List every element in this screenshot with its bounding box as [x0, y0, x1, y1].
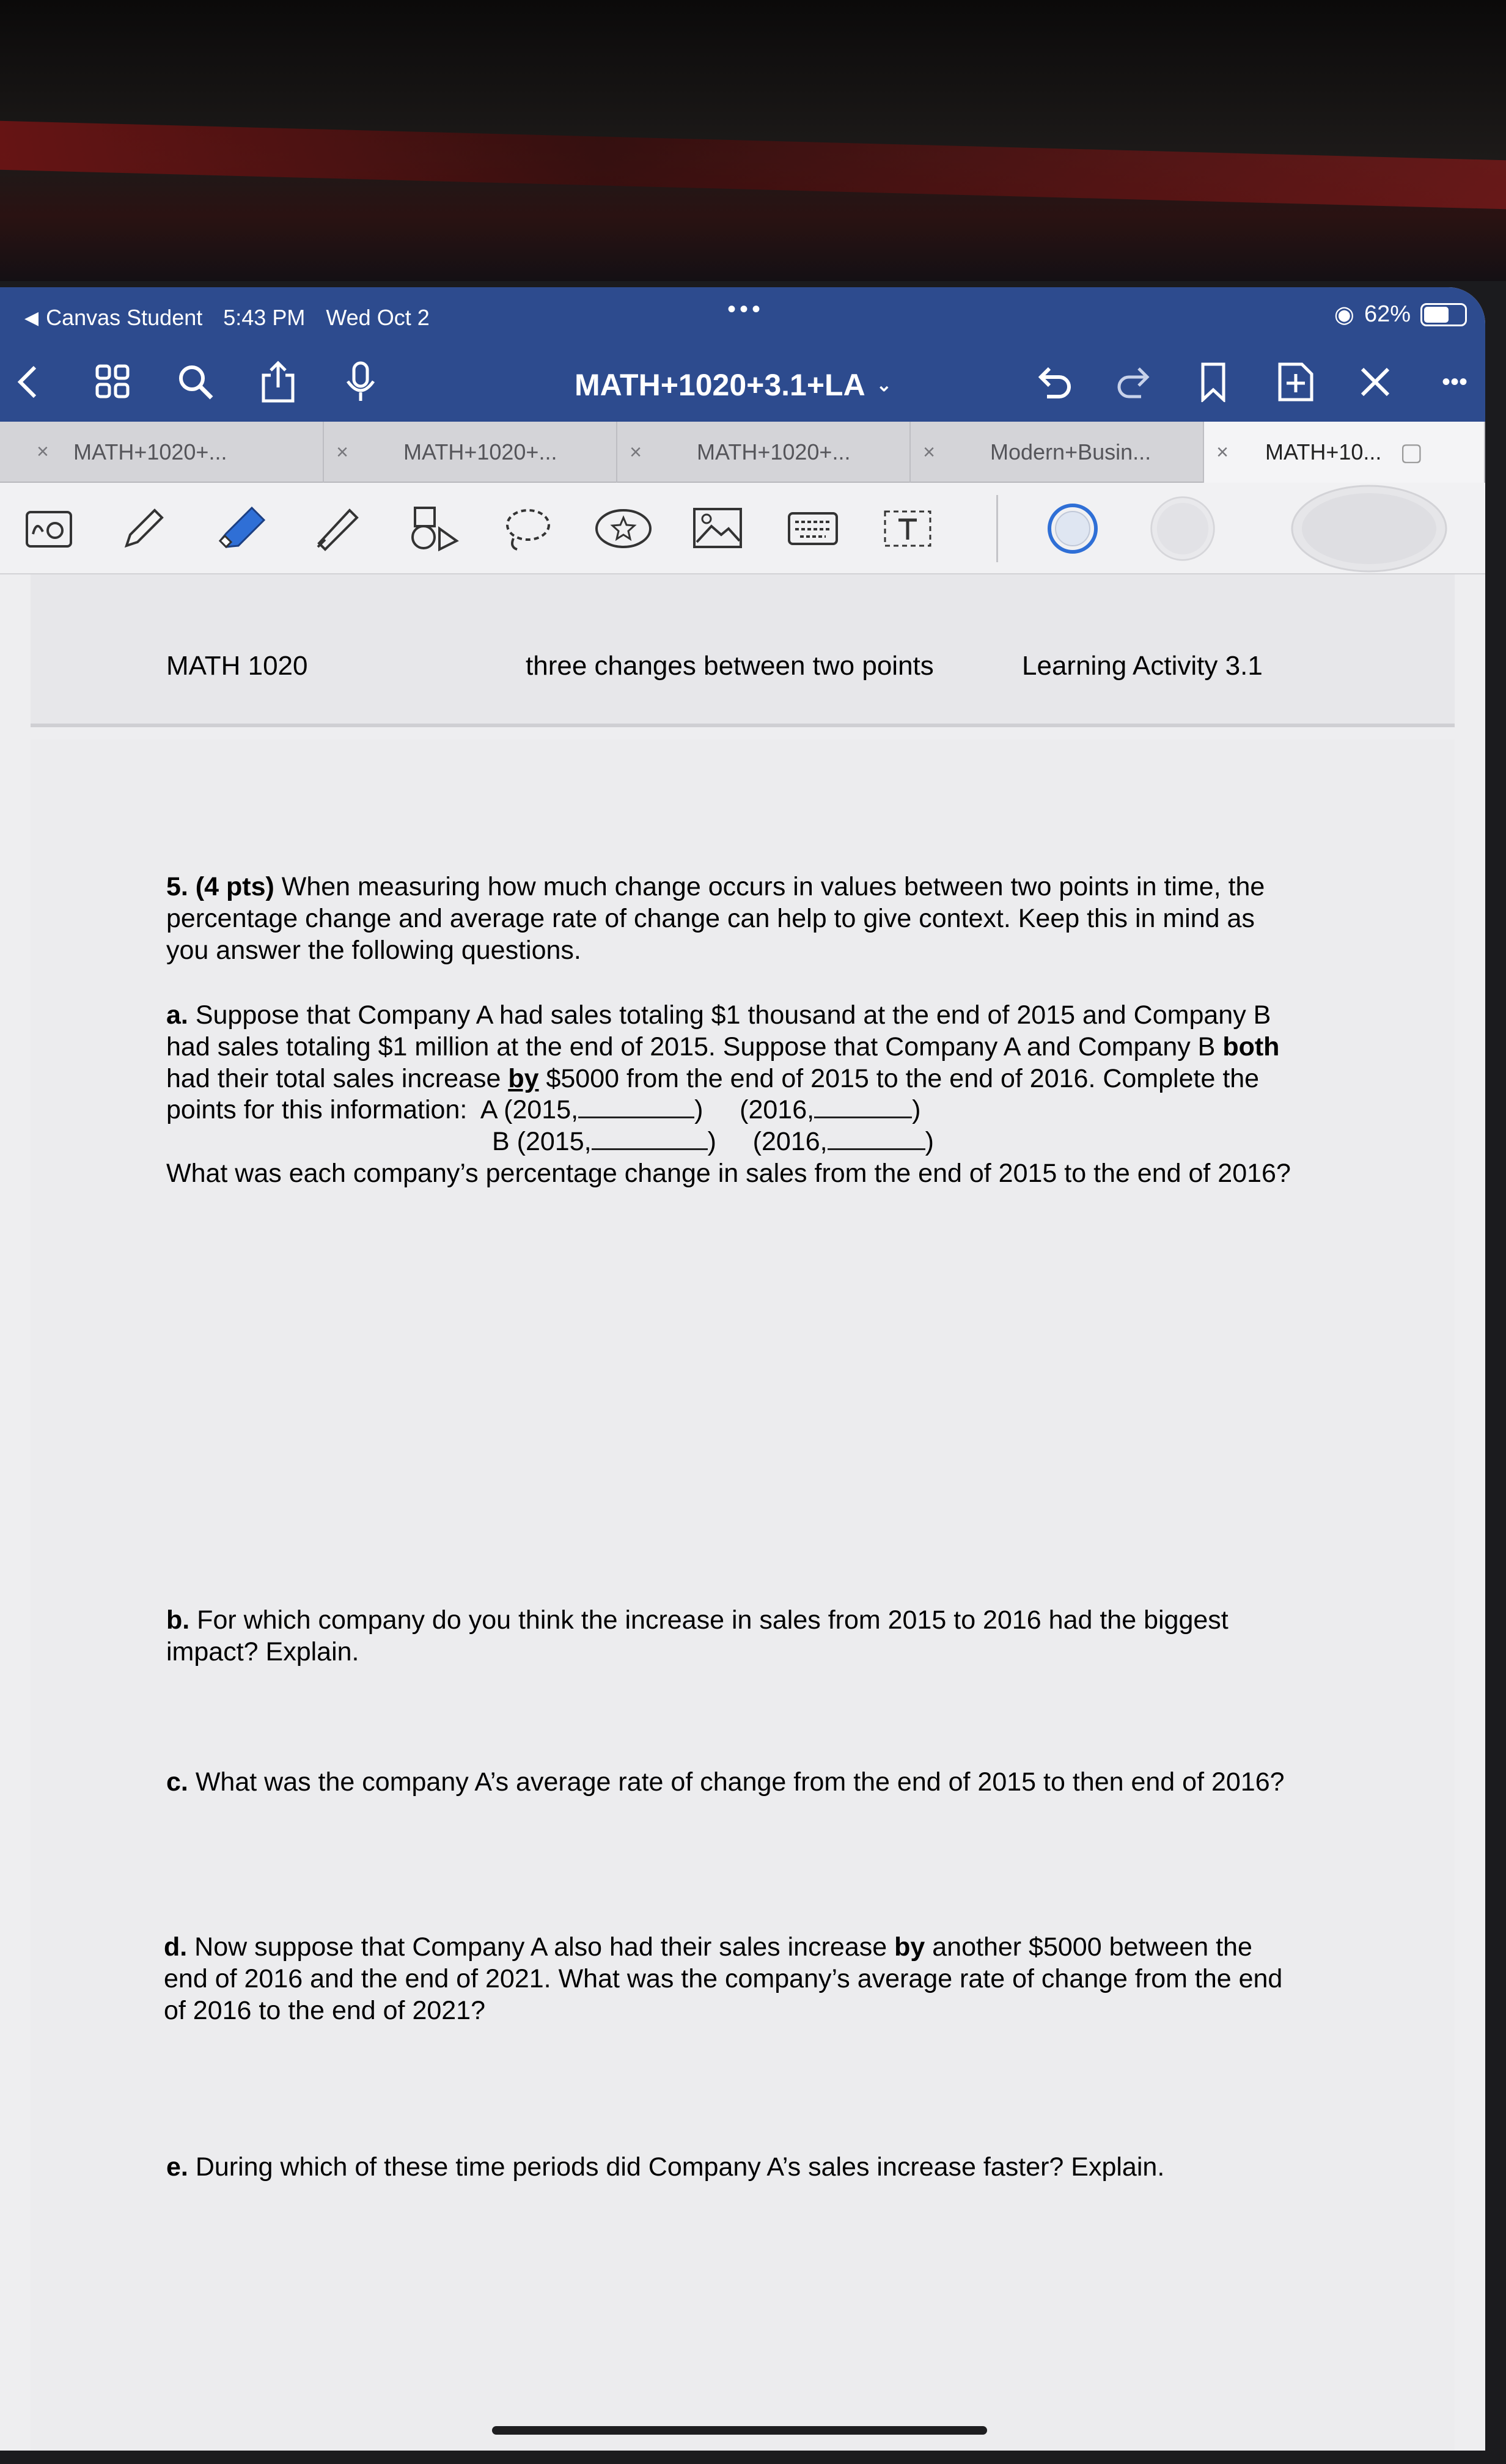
- status-bar: [24, 293, 430, 342]
- document-page: [31, 739, 1455, 2451]
- page-header: [166, 651, 1297, 688]
- point-close: ): [912, 1095, 921, 1124]
- tab-close-icon[interactable]: ×: [630, 440, 642, 464]
- tab-doc-5-active[interactable]: [1204, 422, 1485, 483]
- redo-icon[interactable]: [1106, 348, 1161, 416]
- wifi-icon: ◉: [1334, 302, 1354, 328]
- more-options-icon[interactable]: •••: [1441, 369, 1467, 395]
- zoom-lasso-icon[interactable]: [15, 498, 83, 559]
- lasso-tool-icon[interactable]: [495, 498, 562, 559]
- header-topic: three changes between two points: [526, 651, 934, 681]
- keyboard-tool-icon[interactable]: [779, 498, 847, 559]
- tab-close-icon[interactable]: ×: [336, 440, 348, 464]
- back-to-app-icon[interactable]: ◀: [24, 307, 39, 328]
- share-icon[interactable]: [251, 348, 306, 416]
- question-label: a.: [166, 1000, 188, 1030]
- top-bar: [0, 287, 1485, 422]
- question-text: During which of these time periods did Company A’s sales increase faster? Explain.: [195, 2152, 1165, 2182]
- question-5-intro: [166, 871, 1303, 966]
- answer-blank[interactable]: [578, 1095, 694, 1118]
- point-close: ): [707, 1127, 716, 1156]
- tab-label: MATH+1020+...: [697, 439, 851, 464]
- question-label: 5. (4 pts): [166, 872, 274, 901]
- back-app-label[interactable]: Canvas Student: [46, 305, 203, 330]
- pen-tool-icon[interactable]: [110, 498, 177, 559]
- points-intro: points for this information:: [166, 1095, 468, 1124]
- header-activity: Learning Activity 3.1: [1022, 651, 1263, 681]
- point-label: B (2015,: [492, 1127, 592, 1156]
- header-course: MATH 1020: [166, 651, 308, 681]
- tool-divider: [996, 495, 998, 562]
- answer-blank[interactable]: [814, 1095, 912, 1118]
- question-text: Suppose that Company A had sales totaling $1 thousand at the end of 2015 and Company B had sales totaling $1 million at the end of 2015. Suppose that Company A and Company B: [166, 1000, 1271, 1062]
- point-label: (2016,: [752, 1127, 828, 1156]
- close-icon[interactable]: [1348, 348, 1403, 416]
- annotation-tools: [0, 483, 1485, 574]
- tab-label: MATH+10...: [1265, 439, 1382, 464]
- status-time: 5:43 PM: [223, 305, 306, 330]
- image-tool-icon[interactable]: [685, 498, 752, 559]
- document-title[interactable]: [575, 361, 892, 409]
- battery-percent: 62%: [1364, 301, 1411, 327]
- question-a-prompt: What was each company’s percentage change in sales from the end of 2015 to the end of 2016?: [166, 1159, 1291, 1188]
- point-close: ): [925, 1127, 934, 1156]
- answer-blank[interactable]: [592, 1127, 708, 1150]
- text-tool-icon[interactable]: [874, 498, 941, 559]
- highlighter-tool-icon[interactable]: [208, 498, 275, 559]
- stroke-width-swatch[interactable]: [1277, 498, 1461, 559]
- emphasis-text: by: [894, 1932, 925, 1962]
- question-c: [166, 1766, 1303, 1798]
- question-a-points-row-b: [492, 1126, 1485, 1157]
- battery-fill: [1424, 307, 1449, 323]
- chevron-down-icon: ⌄: [876, 375, 892, 395]
- point-label: A (2015,: [480, 1095, 579, 1124]
- question-text: had their total sales increase: [166, 1064, 501, 1093]
- question-text: Now suppose that Company A also had their sales increase: [194, 1932, 887, 1962]
- tab-doc-2[interactable]: [324, 422, 617, 483]
- app-screen: [0, 287, 1485, 2451]
- multitasking-dots-icon[interactable]: •••: [727, 296, 765, 323]
- question-text: What was the company A’s average rate of change from the end of 2015 to then end of 2016?: [195, 1767, 1285, 1797]
- question-b: [166, 1604, 1303, 1668]
- color-swatch[interactable]: [1149, 498, 1216, 559]
- question-label: e.: [166, 2152, 188, 2182]
- tab-close-icon[interactable]: ×: [37, 440, 49, 463]
- document-title-label: MATH+1020+3.1+LA: [575, 368, 865, 402]
- question-d: [164, 1931, 1301, 2026]
- search-icon[interactable]: [168, 348, 223, 416]
- document-toolbar: [0, 348, 1485, 422]
- question-label: b.: [166, 1605, 190, 1635]
- bookmark-icon[interactable]: [1186, 348, 1241, 416]
- status-right: [1334, 301, 1467, 328]
- tab-doc-3[interactable]: [617, 422, 911, 483]
- answer-blank[interactable]: [828, 1127, 925, 1150]
- tab-doc-1[interactable]: [37, 422, 324, 483]
- question-text: When measuring how much change occurs in values between two points in time, the percentage change and average rate of change can help to give context. Keep this in mind as you answer the following questions.: [166, 872, 1265, 965]
- undo-icon[interactable]: [1027, 348, 1082, 416]
- eraser-tool-icon[interactable]: [306, 498, 373, 559]
- tab-overview-icon[interactable]: ▢: [1400, 439, 1423, 466]
- question-a: [166, 999, 1303, 1094]
- color-swatch-selected[interactable]: [1039, 498, 1106, 559]
- tab-label: Modern+Busin...: [990, 439, 1152, 464]
- question-text: $5000 from the end of 2015 to the end of 2016. Complete the: [546, 1064, 1260, 1093]
- tab-label: MATH+1020+...: [403, 439, 557, 464]
- question-e: [166, 2151, 1303, 2183]
- question-a-points-row-a: [166, 1094, 1303, 1126]
- emphasis-text: both: [1222, 1032, 1280, 1062]
- point-label: (2016,: [740, 1095, 815, 1124]
- grid-view-icon[interactable]: [86, 348, 141, 416]
- tab-close-icon[interactable]: ×: [923, 440, 935, 464]
- microphone-icon[interactable]: [333, 348, 388, 416]
- stickers-tool-icon[interactable]: [590, 498, 657, 559]
- battery-icon: [1420, 303, 1467, 326]
- home-indicator[interactable]: [492, 2426, 987, 2435]
- back-chevron-icon[interactable]: [0, 348, 55, 416]
- question-label: d.: [164, 1932, 188, 1962]
- status-date: Wed Oct 2: [326, 305, 430, 330]
- emphasis-text: by: [508, 1064, 539, 1093]
- tab-label: MATH+1020+...: [73, 439, 227, 464]
- tab-close-icon[interactable]: ×: [1216, 440, 1229, 464]
- point-close: ): [694, 1095, 703, 1124]
- shapes-tool-icon[interactable]: [400, 498, 468, 559]
- question-text: For which company do you think the increase in sales from 2015 to 2016 had the biggest impact? Explain.: [166, 1605, 1229, 1667]
- question-text: another $5000 between the end of 2016 and the end of 2021. What was the company’s average rate of change from the end of 2016 to the end of 2021?: [164, 1932, 1283, 2025]
- document-tab-strip: [0, 422, 1485, 483]
- question-label: c.: [166, 1767, 188, 1797]
- tab-doc-4[interactable]: [911, 422, 1204, 483]
- add-page-icon[interactable]: [1268, 348, 1323, 416]
